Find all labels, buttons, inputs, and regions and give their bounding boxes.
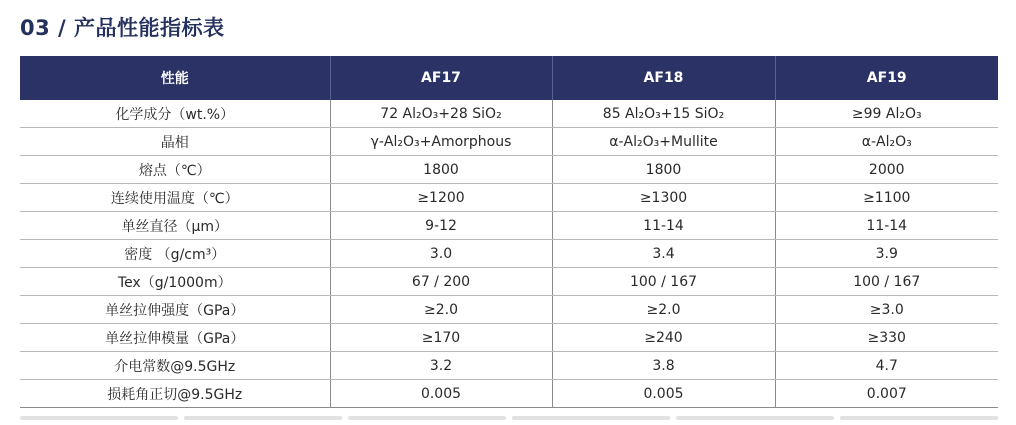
cell-af19: α-Al₂O₃ — [775, 128, 998, 156]
cell-property: 晶相 — [20, 128, 330, 156]
cell-property: Tex（g/1000m） — [20, 268, 330, 296]
cell-property: 单丝直径（μm） — [20, 212, 330, 240]
cell-af19: 2000 — [775, 156, 998, 184]
cell-af18: 85 Al₂O₃+15 SiO₂ — [552, 100, 775, 128]
spec-table — [20, 56, 998, 408]
table-row — [20, 352, 998, 380]
cell-af17: γ-Al₂O₃+Amorphous — [330, 128, 552, 156]
cell-af18: 1800 — [552, 156, 775, 184]
table-row — [20, 296, 998, 324]
cell-af19: ≥99 Al₂O₃ — [775, 100, 998, 128]
table-header-row — [20, 56, 998, 100]
cell-af18: ≥240 — [552, 324, 775, 352]
cell-af17: 1800 — [330, 156, 552, 184]
cell-af17: ≥2.0 — [330, 296, 552, 324]
table-row — [20, 128, 998, 156]
cell-af19: 4.7 — [775, 352, 998, 380]
cell-af18: 3.4 — [552, 240, 775, 268]
table-row — [20, 380, 998, 408]
header-af18: AF18 — [552, 56, 775, 100]
cell-af18: ≥1300 — [552, 184, 775, 212]
header-af17: AF17 — [330, 56, 552, 100]
cell-property: 连续使用温度（℃） — [20, 184, 330, 212]
cell-af17: ≥1200 — [330, 184, 552, 212]
cell-af19: 100 / 167 — [775, 268, 998, 296]
table-row — [20, 100, 998, 128]
cell-property: 化学成分（wt.%） — [20, 100, 330, 128]
table-row — [20, 240, 998, 268]
cell-af17: 67 / 200 — [330, 268, 552, 296]
cell-af18: 3.8 — [552, 352, 775, 380]
cell-af18: 100 / 167 — [552, 268, 775, 296]
cell-property: 密度 （g/cm³） — [20, 240, 330, 268]
cell-af17: 0.005 — [330, 380, 552, 408]
cell-af17: ≥170 — [330, 324, 552, 352]
cell-af19: 11-14 — [775, 212, 998, 240]
page-title: 03 / 产品性能指标表 — [20, 16, 225, 40]
cell-property: 单丝拉伸强度（GPa） — [20, 296, 330, 324]
cell-af18: 11-14 — [552, 212, 775, 240]
cell-property: 介电常数@9.5GHz — [20, 352, 330, 380]
cell-property: 损耗角正切@9.5GHz — [20, 380, 330, 408]
cell-property: 熔点（℃） — [20, 156, 330, 184]
cell-af19: ≥1100 — [775, 184, 998, 212]
cell-af17: 3.2 — [330, 352, 552, 380]
cell-af19: ≥330 — [775, 324, 998, 352]
table-row — [20, 184, 998, 212]
cell-af17: 3.0 — [330, 240, 552, 268]
cell-af18: α-Al₂O₃+Mullite — [552, 128, 775, 156]
cell-af17: 9-12 — [330, 212, 552, 240]
cell-af18: 0.005 — [552, 380, 775, 408]
table-row — [20, 324, 998, 352]
cell-af17: 72 Al₂O₃+28 SiO₂ — [330, 100, 552, 128]
table-row — [20, 212, 998, 240]
footer-divider — [20, 416, 998, 422]
cell-property: 单丝拉伸模量（GPa） — [20, 324, 330, 352]
cell-af19: ≥3.0 — [775, 296, 998, 324]
cell-af19: 3.9 — [775, 240, 998, 268]
cell-af19: 0.007 — [775, 380, 998, 408]
table-row — [20, 156, 998, 184]
table-row — [20, 268, 998, 296]
header-property: 性能 — [20, 56, 330, 100]
cell-af18: ≥2.0 — [552, 296, 775, 324]
header-af19: AF19 — [775, 56, 998, 100]
